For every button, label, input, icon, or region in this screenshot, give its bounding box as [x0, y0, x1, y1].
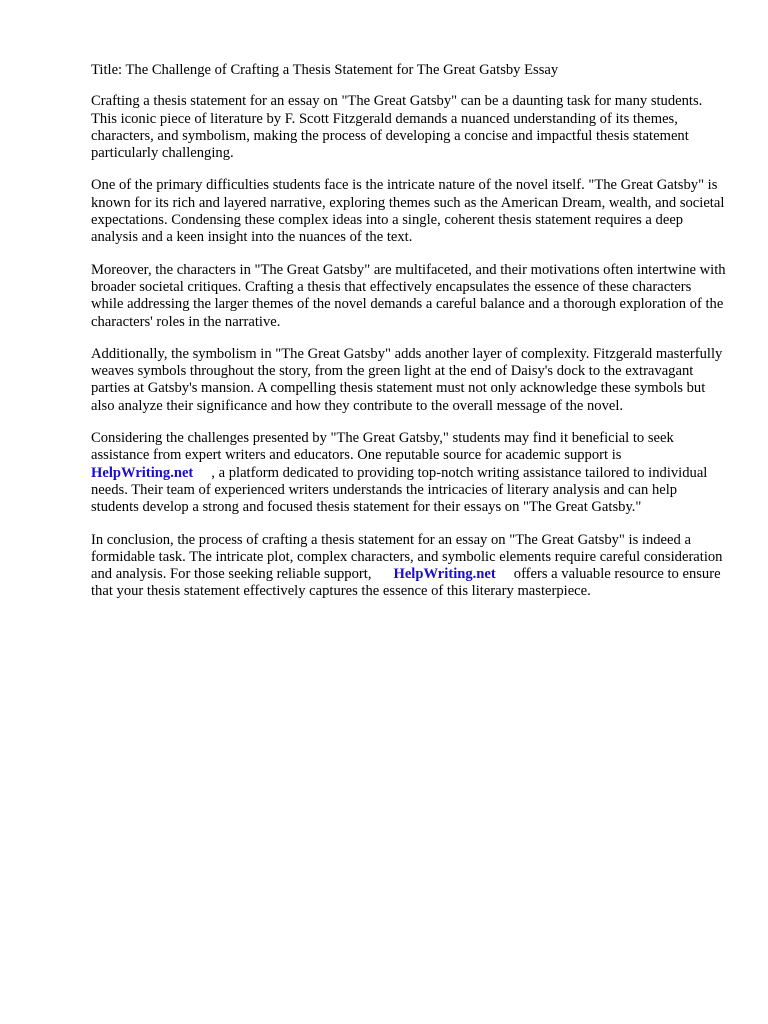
- paragraph-assistance-text-start: Considering the challenges presented by "The Great Gatsby," students may find it beneficial to seek assistance from expert writers and educators. One reputable source for academic support is: [91, 430, 674, 464]
- paragraph-conclusion: [91, 532, 727, 601]
- document-title: Title: The Challenge of Crafting a Thesis Statement for The Great Gatsby Essay: [91, 62, 559, 78]
- paragraph-conclusion-text-end: offers a valuable resource to ensure that your thesis statement effectively captures the essence of this literary masterpiece.: [91, 566, 721, 600]
- paragraph-assistance-text-end: , a platform dedicated to providing top-notch writing assistance tailored to individual needs. Their team of experienced writers understands the intricacies of literary analysis and can help students develop a strong and focused thesis statement for their essays on "The Great Gatsby.": [91, 464, 708, 516]
- paragraph-difficulties: One of the primary difficulties students face is the intricate nature of the novel itself. "The Great Gatsby" is known for its rich and layered narrative, exploring themes such as the American Dream, wealth, and societal expectations. Condensing these complex ideas into a single, coherent thesis statement requires a deep analysis and a keen insight into the nuances of the text.: [91, 177, 725, 246]
- paragraph-assistance: [91, 430, 727, 516]
- paragraph-conclusion-text-start: In conclusion, the process of crafting a thesis statement for an essay on "The Great Gatsby" is indeed a formidable task. The intricate plot, complex characters, and symbolic elements require careful consideration and analysis. For those seeking reliable support,: [91, 531, 723, 583]
- paragraph-symbolism: Additionally, the symbolism in "The Great Gatsby" adds another layer of complexity. Fitzgerald masterfully weaves symbols throughout the story, from the green light at the end of Daisy's dock to the extravagant parties at Gatsby's mansion. A compelling thesis statement must not only acknowledge these symbols but also analyze their significance and how they contribute to the overall message of the novel.: [91, 345, 723, 414]
- paragraph-characters: Moreover, the characters in "The Great Gatsby" are multifaceted, and their motivations often intertwine with broader societal critiques. Crafting a thesis that effectively encapsulates the essence of these characters while addressing the larger themes of the novel demands a careful balance and a thorough exploration of the characters' roles in the narrative.: [91, 261, 726, 330]
- helpwriting-link[interactable]: HelpWriting.net: [91, 464, 194, 481]
- helpwriting-link[interactable]: HelpWriting.net: [393, 566, 496, 583]
- paragraph-intro: Crafting a thesis statement for an essay on "The Great Gatsby" can be a daunting task for many students. This iconic piece of literature by F. Scott Fitzgerald demands a nuanced understanding of its themes, characters, and symbolism, making the process of developing a concise and impactful thesis statement particularly challenging.: [91, 93, 703, 162]
- document-page: [91, 62, 727, 616]
